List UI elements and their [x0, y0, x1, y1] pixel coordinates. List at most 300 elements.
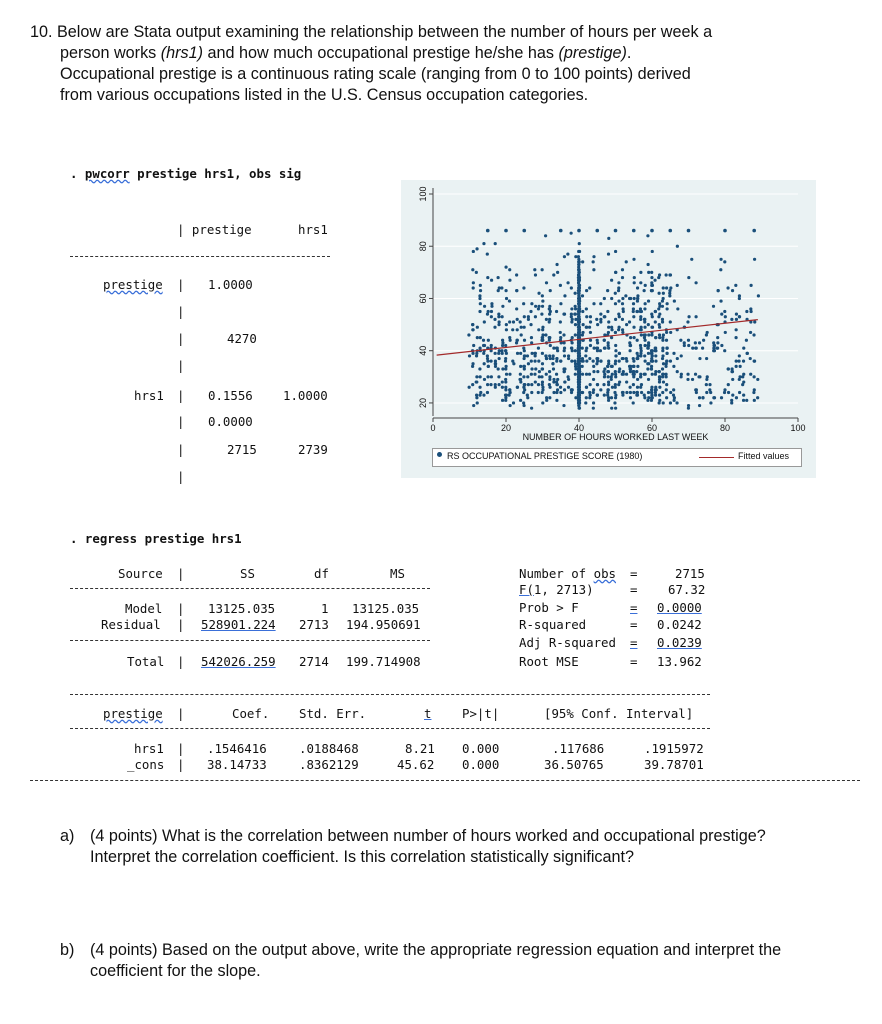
scatter-point — [640, 349, 643, 352]
scatter-point — [478, 367, 481, 370]
scatter-point — [665, 273, 668, 276]
scatter-point — [475, 380, 478, 383]
scatter-point — [719, 258, 722, 261]
scatter-point — [570, 313, 573, 316]
scatter-point — [720, 313, 723, 316]
scatter-point — [636, 297, 639, 300]
scatter-point — [531, 352, 534, 355]
scatter-point — [666, 307, 669, 310]
scatter-point — [669, 320, 672, 323]
scatter-point — [614, 318, 617, 321]
scatter-point — [640, 391, 643, 394]
x-tick-label-20: 20 — [500, 423, 512, 433]
scatter-point — [577, 370, 580, 373]
scatter-point — [713, 344, 716, 347]
scatter-point — [527, 362, 530, 365]
scatter-point — [687, 315, 690, 318]
coef-divider-bottom — [30, 780, 860, 781]
scatter-point — [589, 331, 592, 334]
anova-pipe: | — [177, 566, 185, 581]
scatter-point — [686, 378, 689, 381]
scatter-point — [570, 232, 573, 235]
scatter-point — [731, 394, 734, 397]
scatter-point — [530, 367, 533, 370]
scatter-point — [533, 360, 536, 363]
scatter-plot-svg — [401, 180, 816, 478]
scatter-point — [493, 326, 496, 329]
scatter-point — [738, 315, 741, 318]
scatter-point — [595, 318, 598, 321]
scatter-point — [585, 360, 588, 363]
scatter-point — [730, 399, 733, 402]
scatter-point — [629, 391, 632, 394]
scatter-point — [577, 273, 580, 276]
scatter-point — [650, 313, 653, 316]
scatter-point — [562, 333, 565, 336]
scatter-point — [555, 310, 558, 313]
coef-hrs1-ci-high: .1915972 — [644, 741, 704, 756]
scatter-point — [658, 380, 661, 383]
scatter-point — [614, 383, 617, 386]
scatter-point — [632, 391, 635, 394]
pwcorr-pipe: | — [177, 442, 185, 457]
scatter-point — [505, 328, 508, 331]
scatter-point — [548, 396, 551, 399]
scatter-point — [544, 333, 547, 336]
scatter-point — [541, 367, 544, 370]
anova-residual-ss: 528901.224 — [201, 617, 276, 632]
scatter-point — [472, 250, 475, 253]
scatter-point — [592, 365, 595, 368]
scatter-point — [584, 401, 587, 404]
scatter-point — [527, 318, 530, 321]
stat-rootmse-label: Root MSE — [519, 654, 579, 669]
scatter-point — [636, 378, 639, 381]
scatter-point — [486, 375, 489, 378]
scatter-point — [672, 388, 675, 391]
scatter-point — [665, 339, 668, 342]
scatter-point — [665, 388, 668, 391]
scatter-point — [705, 333, 708, 336]
scatter-point — [662, 373, 665, 376]
chart-legend — [432, 448, 802, 467]
scatter-point — [578, 297, 581, 300]
scatter-point — [471, 323, 474, 326]
scatter-point — [735, 328, 738, 331]
coef-cons-label: _cons — [127, 757, 165, 772]
scatter-point — [629, 386, 632, 389]
scatter-point — [497, 375, 500, 378]
scatter-point — [585, 386, 588, 389]
pwcorr-pipe: | — [177, 388, 185, 403]
scatter-point — [537, 391, 540, 394]
scatter-point — [632, 357, 635, 360]
scatter-point — [724, 331, 727, 334]
scatter-point — [614, 375, 617, 378]
scatter-point — [501, 367, 504, 370]
scatter-point — [610, 396, 613, 399]
scatter-point — [559, 336, 562, 339]
anova-model-df: 1 — [321, 601, 329, 616]
scatter-point — [478, 294, 481, 297]
scatter-point — [490, 344, 493, 347]
scatter-point — [614, 229, 618, 233]
scatter-point — [563, 294, 566, 297]
scatter-point — [666, 302, 669, 305]
scatter-point — [607, 252, 610, 255]
scatter-point — [756, 378, 759, 381]
scatter-point — [698, 404, 701, 407]
scatter-point — [468, 386, 471, 389]
scatter-point — [585, 373, 588, 376]
scatter-point — [556, 388, 559, 391]
question-line-2: person works (hrs1) and how much occupational prestige he/she has (prestige). — [60, 44, 632, 62]
scatter-point — [545, 373, 548, 376]
scatter-point — [476, 326, 479, 329]
coef-cons-se: .8362129 — [299, 757, 359, 772]
scatter-point — [520, 326, 523, 329]
scatter-point — [654, 336, 657, 339]
scatter-point — [658, 386, 661, 389]
scatter-point — [479, 289, 482, 292]
scatter-point — [716, 341, 719, 344]
scatter-point — [486, 252, 489, 255]
scatter-point — [654, 320, 657, 323]
scatter-point — [530, 407, 533, 410]
pwcorr-header-hrs1: hrs1 — [298, 222, 328, 237]
scatter-point — [577, 258, 580, 261]
anova-model-label: Model — [125, 601, 163, 616]
scatter-chart — [401, 180, 816, 478]
scatter-point — [508, 320, 511, 323]
scatter-point — [646, 399, 649, 402]
coef-pipe: | — [177, 706, 185, 721]
scatter-point — [548, 370, 551, 373]
scatter-point — [614, 292, 617, 295]
scatter-point — [585, 307, 588, 310]
scatter-point — [624, 294, 627, 297]
scatter-point — [741, 375, 744, 378]
scatter-point — [653, 279, 656, 282]
scatter-point — [610, 336, 613, 339]
scatter-point — [580, 391, 583, 394]
scatter-point — [610, 407, 613, 410]
scatter-point — [665, 352, 668, 355]
scatter-point — [607, 360, 610, 363]
scatter-point — [735, 396, 738, 399]
scatter-point — [512, 401, 515, 404]
scatter-point — [520, 333, 523, 336]
scatter-point — [582, 323, 585, 326]
scatter-point — [571, 318, 574, 321]
scatter-point — [662, 286, 665, 289]
scatter-point — [487, 365, 490, 368]
scatter-point — [534, 273, 537, 276]
scatter-point — [563, 380, 566, 383]
scatter-point — [534, 380, 537, 383]
scatter-point — [537, 360, 540, 363]
anova-residual-ms: 194.950691 — [346, 617, 421, 632]
coef-cons-t: 45.62 — [397, 757, 435, 772]
scatter-point — [742, 346, 745, 349]
scatter-point — [738, 391, 741, 394]
scatter-point — [508, 268, 511, 271]
scatter-points — [467, 229, 760, 410]
anova-divider-1 — [70, 588, 430, 589]
stat-nobs-value: 2715 — [675, 566, 705, 581]
question-a-text: (4 points) What is the correlation between number of hours worked and occupational prestige? Interpret the correlation coefficient. Is this correlation statistically significant? — [90, 827, 766, 866]
scatter-point — [606, 394, 609, 397]
scatter-point — [662, 380, 665, 383]
scatter-point — [508, 388, 511, 391]
scatter-point — [639, 375, 642, 378]
scatter-point — [639, 328, 642, 331]
scatter-point — [643, 344, 646, 347]
scatter-point — [574, 333, 577, 336]
scatter-point — [647, 333, 650, 336]
stat-rsq-label: R-squared — [519, 617, 587, 632]
scatter-point — [504, 289, 507, 292]
scatter-point — [603, 339, 606, 342]
scatter-point — [563, 255, 566, 258]
scatter-point — [471, 365, 474, 368]
scatter-point — [486, 383, 489, 386]
scatter-point — [705, 383, 708, 386]
scatter-point — [618, 352, 621, 355]
scatter-point — [614, 354, 617, 357]
scatter-point — [574, 323, 577, 326]
scatter-point — [545, 318, 548, 321]
scatter-point — [589, 344, 592, 347]
scatter-point — [672, 352, 675, 355]
scatter-point — [657, 315, 660, 318]
scatter-point — [541, 339, 544, 342]
scatter-point — [482, 344, 485, 347]
scatter-point — [746, 352, 749, 355]
scatter-point — [574, 318, 577, 321]
scatter-point — [628, 320, 631, 323]
scatter-point — [665, 375, 668, 378]
scatter-point — [676, 284, 679, 287]
scatter-point — [589, 315, 592, 318]
scatter-point — [614, 344, 617, 347]
scatter-point — [654, 360, 657, 363]
coef-head-ci: [95% Conf. Interval] — [544, 706, 694, 721]
scatter-point — [571, 336, 574, 339]
scatter-point — [519, 399, 522, 402]
scatter-point — [538, 370, 541, 373]
scatter-point — [680, 375, 683, 378]
scatter-point — [621, 357, 624, 360]
scatter-point — [588, 326, 591, 329]
scatter-point — [662, 362, 665, 365]
scatter-point — [753, 320, 756, 323]
coef-divider-top — [70, 694, 710, 695]
scatter-point — [611, 386, 614, 389]
scatter-point — [563, 388, 566, 391]
scatter-point — [592, 255, 595, 258]
scatter-point — [523, 367, 526, 370]
scatter-point — [497, 289, 500, 292]
scatter-point — [574, 255, 577, 258]
x-tick-label-60: 60 — [646, 423, 658, 433]
scatter-point — [658, 336, 661, 339]
scatter-point — [596, 370, 599, 373]
scatter-point — [675, 401, 678, 404]
scatter-point — [592, 407, 595, 410]
scatter-point — [549, 289, 552, 292]
scatter-point — [617, 313, 620, 316]
scatter-point — [606, 370, 609, 373]
scatter-point — [636, 339, 639, 342]
y-tick-label-20: 20 — [418, 397, 428, 408]
scatter-point — [530, 302, 533, 305]
scatter-point — [752, 229, 756, 233]
scatter-point — [735, 360, 738, 363]
scatter-point — [651, 396, 654, 399]
scatter-point — [501, 305, 504, 308]
scatter-point — [574, 292, 577, 295]
scatter-point — [522, 286, 525, 289]
stat-rsq-value: 0.0242 — [657, 617, 702, 632]
scatter-point — [599, 313, 602, 316]
scatter-point — [596, 323, 599, 326]
scatter-point — [581, 373, 584, 376]
scatter-point — [479, 336, 482, 339]
scatter-point — [691, 346, 694, 349]
scatter-point — [544, 234, 547, 237]
scatter-point — [724, 315, 727, 318]
scatter-point — [676, 307, 679, 310]
scatter-point — [490, 310, 493, 313]
scatter-point — [501, 399, 504, 402]
anova-pipe: | — [177, 654, 185, 669]
scatter-point — [530, 336, 533, 339]
pwcorr-pipe: | — [177, 358, 185, 373]
scatter-point — [757, 294, 760, 297]
scatter-point — [504, 357, 507, 360]
scatter-point — [669, 401, 672, 404]
scatter-point — [551, 357, 554, 360]
scatter-point — [570, 391, 573, 394]
scatter-point — [478, 394, 481, 397]
scatter-point — [698, 396, 701, 399]
anova-head-ms: MS — [390, 566, 405, 581]
scatter-point — [574, 313, 577, 316]
scatter-point — [661, 349, 664, 352]
coef-hrs1-se: .0188468 — [299, 741, 359, 756]
scatter-point — [566, 281, 569, 284]
scatter-point — [548, 313, 551, 316]
scatter-point — [650, 360, 653, 363]
scatter-point — [633, 276, 636, 279]
scatter-point — [515, 289, 518, 292]
stat-adjrsq-value: 0.0239 — [657, 635, 702, 650]
scatter-point — [497, 315, 500, 318]
scatter-point — [668, 273, 671, 276]
scatter-point — [629, 396, 632, 399]
scatter-point — [687, 276, 690, 279]
scatter-point — [589, 339, 592, 342]
scatter-point — [628, 297, 631, 300]
scatter-point — [654, 370, 657, 373]
scatter-point — [633, 297, 636, 300]
scatter-point — [650, 276, 653, 279]
scatter-point — [614, 271, 617, 274]
scatter-point — [687, 229, 691, 233]
scatter-point — [719, 268, 722, 271]
scatter-point — [602, 383, 605, 386]
scatter-point — [537, 346, 540, 349]
scatter-point — [632, 383, 635, 386]
scatter-point — [658, 323, 661, 326]
scatter-point — [651, 250, 654, 253]
scatter-point — [603, 297, 606, 300]
scatter-point — [574, 367, 577, 370]
scatter-point — [716, 346, 719, 349]
scatter-point — [639, 281, 642, 284]
scatter-point — [592, 391, 595, 394]
anova-model-ss: 13125.035 — [208, 601, 276, 616]
scatter-point — [643, 307, 646, 310]
scatter-point — [687, 407, 690, 410]
scatter-point — [639, 315, 642, 318]
scatter-point — [737, 360, 740, 363]
scatter-point — [512, 362, 515, 365]
stat-rsq-eq: = — [630, 617, 638, 632]
scatter-point — [512, 320, 515, 323]
scatter-point — [636, 386, 639, 389]
scatter-point — [578, 375, 581, 378]
x-tick-label-100: 100 — [790, 423, 806, 433]
scatter-point — [556, 271, 559, 274]
scatter-point — [541, 326, 544, 329]
pwcorr-row2-label: hrs1 — [134, 388, 164, 403]
scatter-point — [581, 310, 584, 313]
y-tick-label-60: 60 — [418, 293, 428, 304]
scatter-point — [603, 315, 606, 318]
scatter-point — [632, 258, 635, 261]
scatter-point — [541, 299, 544, 302]
coef-hrs1-p: 0.000 — [462, 741, 500, 756]
scatter-point — [541, 362, 544, 365]
scatter-point — [726, 286, 729, 289]
scatter-point — [654, 354, 657, 357]
scatter-point — [476, 336, 479, 339]
question-text — [30, 22, 830, 106]
anova-total-ms: 199.714908 — [346, 654, 421, 669]
scatter-point — [523, 339, 526, 342]
scatter-point — [661, 320, 664, 323]
scatter-point — [687, 339, 690, 342]
scatter-point — [505, 297, 508, 300]
scatter-point — [735, 313, 738, 316]
scatter-point — [497, 383, 500, 386]
scatter-point — [540, 375, 543, 378]
scatter-point — [508, 394, 511, 397]
scatter-point — [683, 341, 686, 344]
scatter-point — [501, 339, 504, 342]
scatter-point — [526, 396, 529, 399]
scatter-point — [639, 354, 642, 357]
scatter-point — [504, 399, 507, 402]
scatter-point — [618, 380, 621, 383]
scatter-point — [603, 367, 606, 370]
scatter-point — [632, 326, 635, 329]
scatter-point — [734, 284, 737, 287]
scatter-point — [621, 391, 624, 394]
scatter-point — [607, 341, 610, 344]
